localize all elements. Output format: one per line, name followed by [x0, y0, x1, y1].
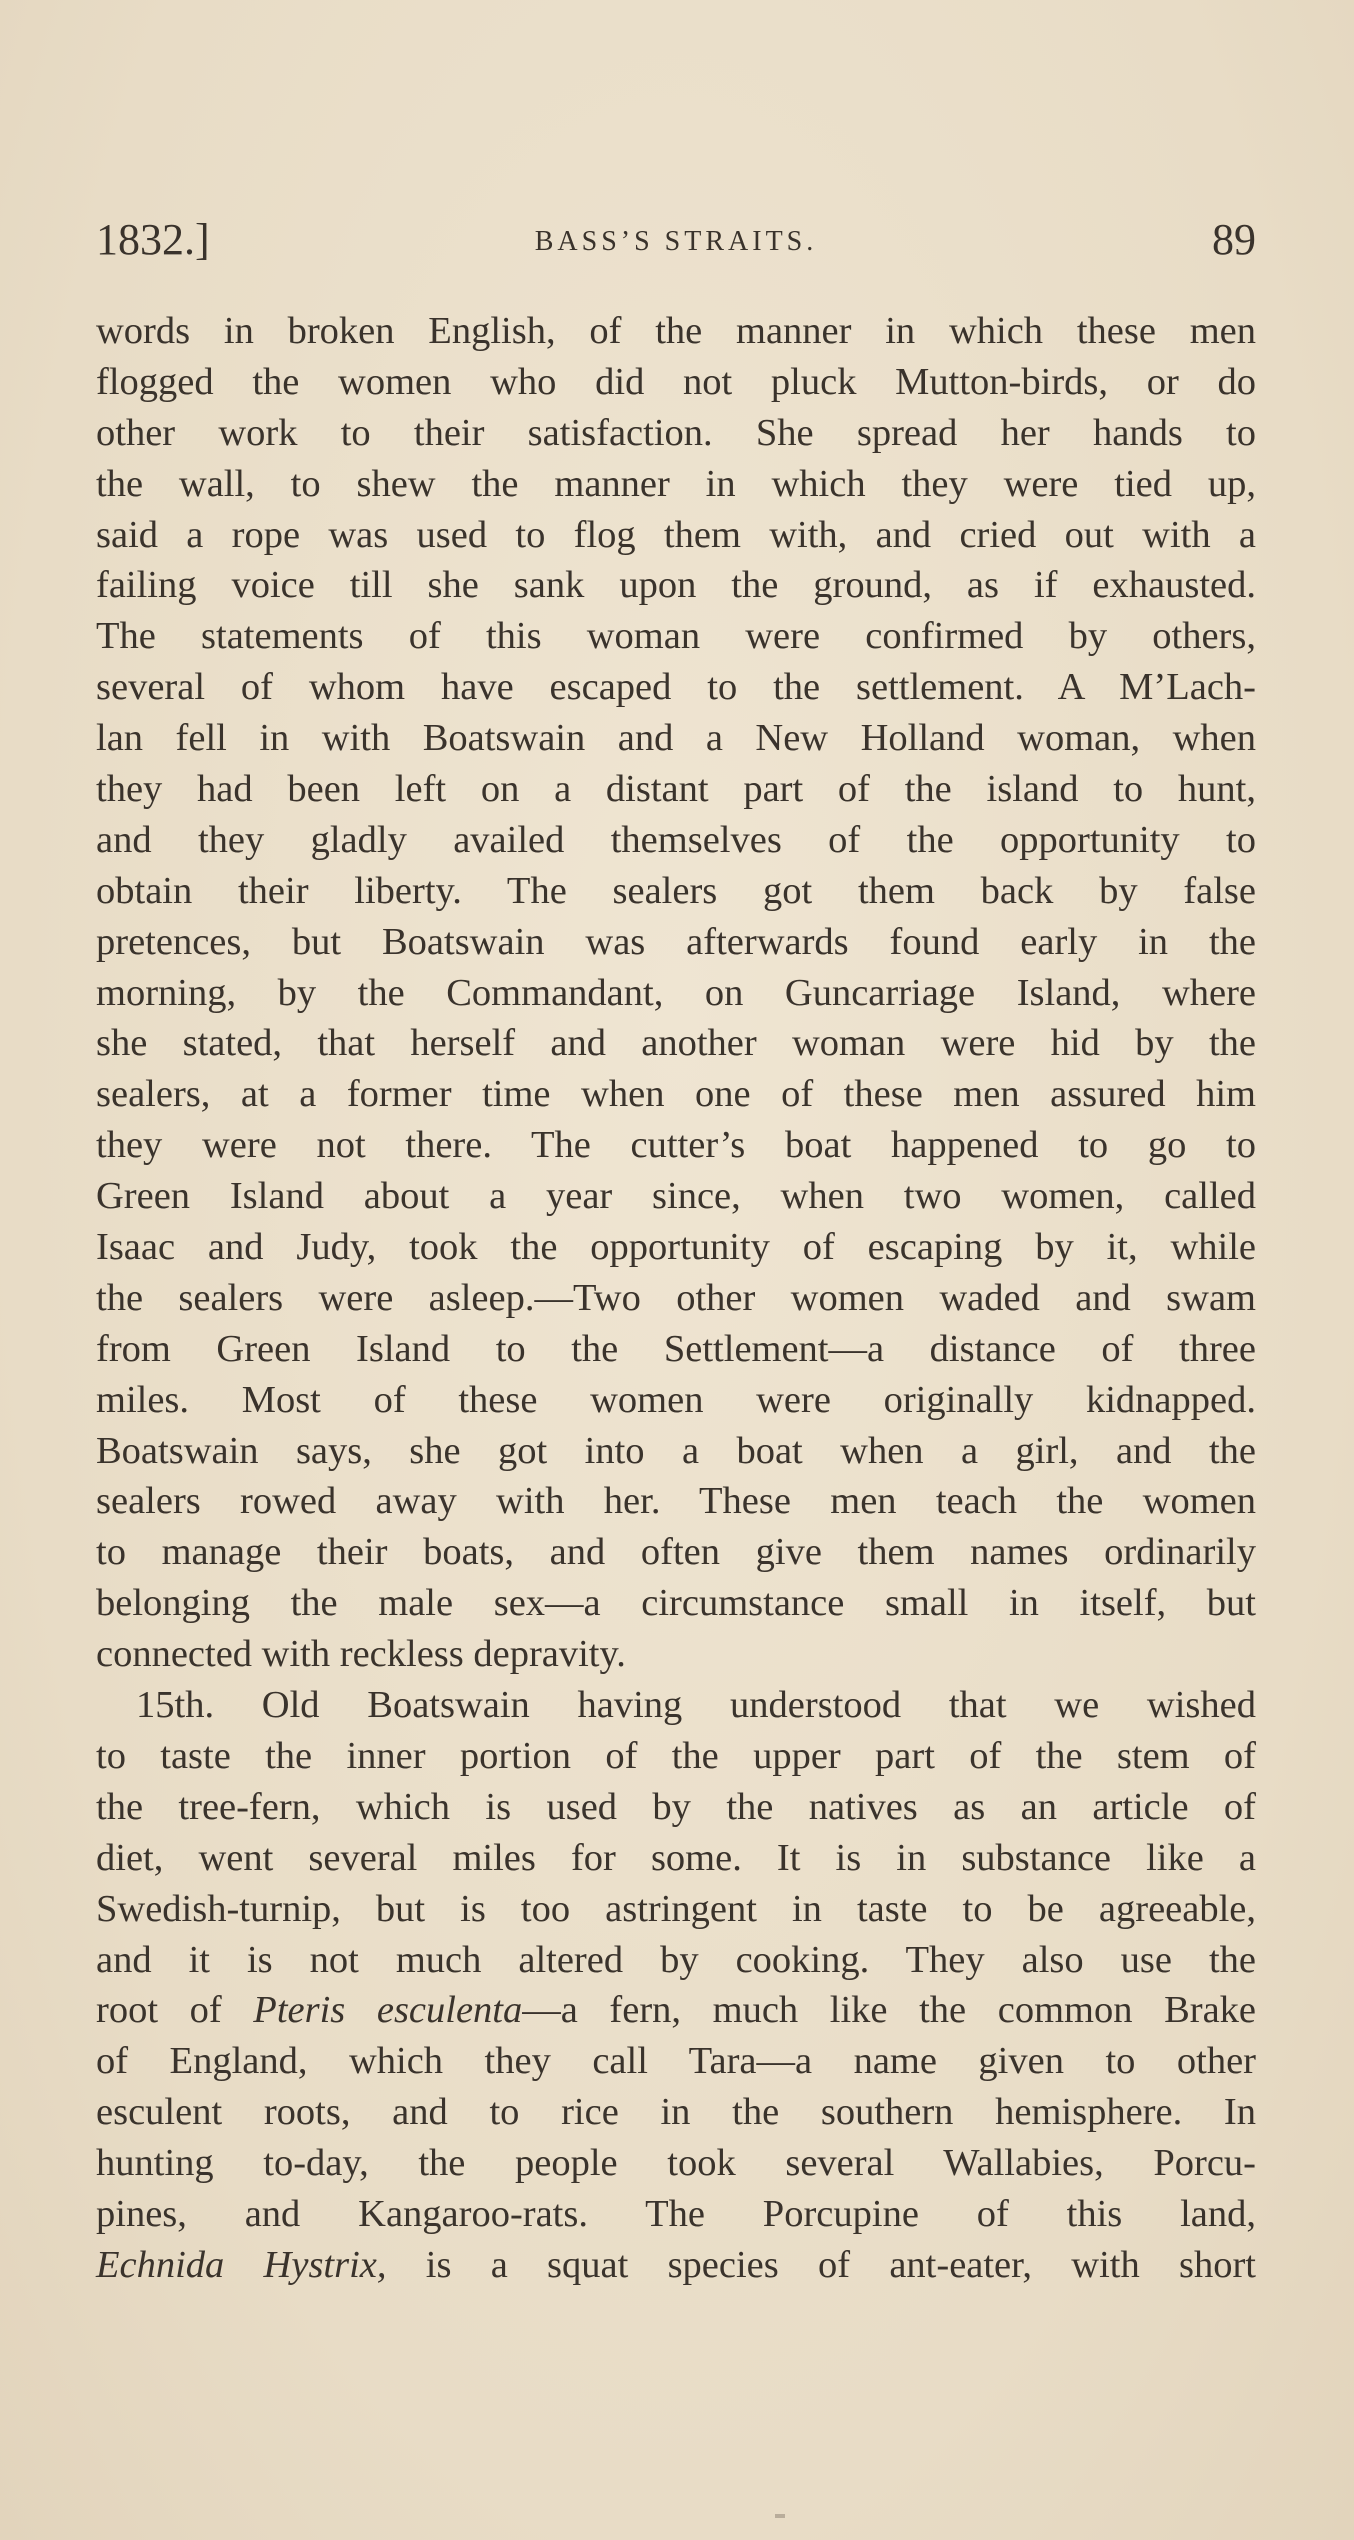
- text-line: connected with reckless depravity.: [96, 1633, 626, 1676]
- text-run: is a squat species of ant-eater, with short: [386, 2243, 1257, 2286]
- text-line: to taste the inner portion of the upper part of the stem of: [96, 1734, 1256, 1777]
- text-line: [96, 1985, 1256, 2036]
- text-line: words in broken English, of the manner in which these men: [96, 310, 1256, 352]
- text-line: obtain their liberty. The sealers got them back by false: [96, 869, 1256, 912]
- text-line: from Green Island to the Settlement—a distance of three: [96, 1327, 1256, 1370]
- text-line: Swedish-turnip, but is too astringent in taste to be agreeable,: [96, 1887, 1256, 1930]
- text-line: Boatswain says, she got into a boat when a girl, and the: [96, 1429, 1256, 1472]
- text-line: of England, which they call Tara—a name given to other: [96, 2040, 1256, 2083]
- text-run: —a fern, much like the common Brake: [522, 1989, 1256, 2032]
- text-line: the wall, to shew the manner in which they were tied up,: [96, 462, 1256, 505]
- text-line: esculent roots, and to rice in the southern hemisphere. In: [96, 2091, 1256, 2134]
- ink-speck: [775, 2514, 785, 2518]
- text-line: Isaac and Judy, took the opportunity of escaping by it, while: [96, 1226, 1256, 1269]
- page-header: [96, 214, 1256, 274]
- body-text: [96, 306, 1256, 2291]
- text-line: lan fell in with Boatswain and a New Holland woman, when: [96, 717, 1256, 760]
- text-line: belonging the male sex—a circumstance small in itself, but: [96, 1582, 1256, 1625]
- text-line: and it is not much altered by cooking. They also use the: [96, 1938, 1256, 1981]
- text-line: [96, 2240, 1256, 2291]
- text-line: Green Island about a year since, when two women, called: [96, 1175, 1256, 1218]
- text-line: 15th. Old Boatswain having understood that we wished: [136, 1684, 1256, 1727]
- header-year: 1832.]: [96, 215, 210, 264]
- text-line: hunting to-day, the people took several Wallabies, Porcu-: [96, 2142, 1256, 2185]
- text-line: they had been left on a distant part of the island to hunt,: [96, 768, 1256, 811]
- text-line: sealers, at a former time when one of these men assured him: [96, 1073, 1256, 1116]
- text-line: and they gladly availed themselves of the opportunity to: [96, 818, 1256, 861]
- text-run: root of: [96, 1989, 254, 2032]
- text-line: to manage their boats, and often give them names ordinarily: [96, 1531, 1256, 1574]
- text-line: diet, went several miles for some. It is in substance like a: [96, 1836, 1256, 1879]
- text-line: The statements of this woman were confirmed by others,: [96, 615, 1256, 658]
- text-line: said a rope was used to flog them with, and cried out with a: [96, 513, 1256, 556]
- text-line: they were not there. The cutter’s boat happened to go to: [96, 1124, 1256, 1167]
- text-line: pines, and Kangaroo-rats. The Porcupine of this land,: [96, 2192, 1256, 2235]
- italic-species-name: Pteris esculenta: [253, 1989, 523, 2032]
- text-line: the tree-fern, which is used by the natives as an article of: [96, 1785, 1256, 1828]
- text-line: morning, by the Commandant, on Guncarriage Island, where: [96, 971, 1256, 1014]
- text-line: miles. Most of these women were originally kidnapped.: [96, 1378, 1256, 1421]
- text-line: sealers rowed away with her. These men teach the women: [96, 1480, 1256, 1523]
- text-line: other work to their satisfaction. She spread her hands to: [96, 411, 1256, 454]
- text-line: flogged the women who did not pluck Mutton-birds, or do: [96, 360, 1256, 403]
- page-number: 89: [1212, 215, 1256, 264]
- text-line: the sealers were asleep.—Two other women waded and swam: [96, 1276, 1256, 1319]
- text-line: several of whom have escaped to the settlement. A M’Lach-: [96, 666, 1256, 709]
- italic-species-name: Echnida Hystrix,: [96, 2243, 387, 2286]
- text-line: she stated, that herself and another woman were hid by the: [96, 1022, 1256, 1065]
- text-line: failing voice till she sank upon the ground, as if exhausted.: [96, 564, 1256, 607]
- text-line: pretences, but Boatswain was afterwards found early in the: [96, 920, 1256, 963]
- running-title: BASS’S STRAITS.: [534, 226, 818, 257]
